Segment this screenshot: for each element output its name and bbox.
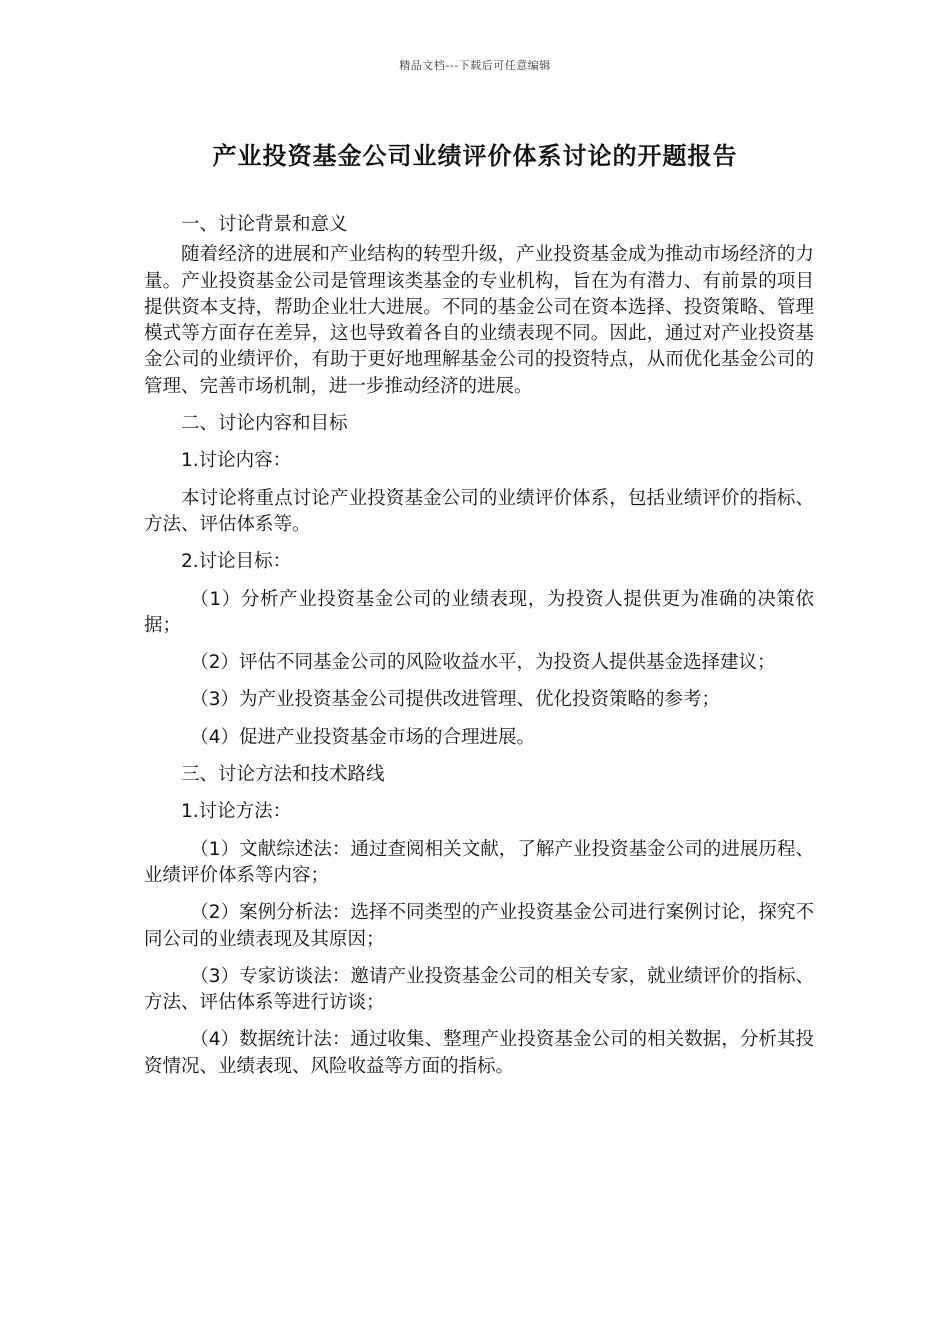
subheading-goals: 2.讨论目标： [181, 551, 292, 573]
list-item-goal-4: （4）促进产业投资基金市场的合理进展。 [190, 726, 536, 748]
list-item-goal-3: （3）为产业投资基金公司提供改进管理、优化投资策略的参考； [190, 689, 721, 711]
list-item-goal-2: （2）评估不同基金公司的风险收益水平，为投资人提供基金选择建议； [190, 652, 776, 674]
document-title: 产业投资基金公司业绩评价体系讨论的开题报告 [212, 142, 738, 170]
paragraph-content: 本讨论将重点讨论产业投资基金公司的业绩评价体系，包括业绩评价的指标、方法、评估体系等。 [144, 487, 814, 535]
section-heading-background: 一、讨论背景和意义 [181, 214, 348, 235]
list-item-method-4: （4）数据统计法：通过收集、整理产业投资基金公司的相关数据，分析其投资情况、业绩表现、风险收益等方面的指标。 [144, 1029, 814, 1077]
list-item-method-1: （1）文献综述法：通过查阅相关文献，了解产业投资基金公司的进展历程、业绩评价体系等内容； [144, 838, 814, 886]
section-heading-methods: 三、讨论方法和技术路线 [181, 764, 385, 786]
subheading-content: 1.讨论内容： [181, 450, 292, 472]
paragraph-background: 随着经济的进展和产业结构的转型升级，产业投资基金成为推动市场经济的力量。产业投资基金公司是管理该类基金的专业机构，旨在为有潜力、有前景的项目提供资本支持，帮助企业壮大进展。不同的基金公司在资本选择、投资策略、管理模式等方面存在差异，这也导致着各自的业绩表现不同。因此，通过对产业投资基金公司的业绩评价，有助于更好地理解基金公司的投资特点，从而优化基金公司的管理、完善市场机制，进一步推动经济的进展。 [144, 244, 814, 397]
header-note: 精品文档---下载后可任意编辑 [399, 59, 551, 72]
document-body [144, 212, 814, 1080]
subheading-methods: 1.讨论方法： [181, 801, 292, 823]
list-item-method-3: （3）专家访谈法：邀请产业投资基金公司的相关专家，就业绩评价的指标、方法、评估体系等进行访谈； [144, 965, 814, 1014]
list-item-goal-1: （1）分析产业投资基金公司的业绩表现，为投资人提供更为准确的决策依据； [144, 588, 814, 636]
list-item-method-2: （2）案例分析法：选择不同类型的产业投资基金公司进行案例讨论，探究不同公司的业绩表现及其原因； [144, 902, 814, 950]
section-heading-content-goals: 二、讨论内容和目标 [181, 413, 348, 435]
